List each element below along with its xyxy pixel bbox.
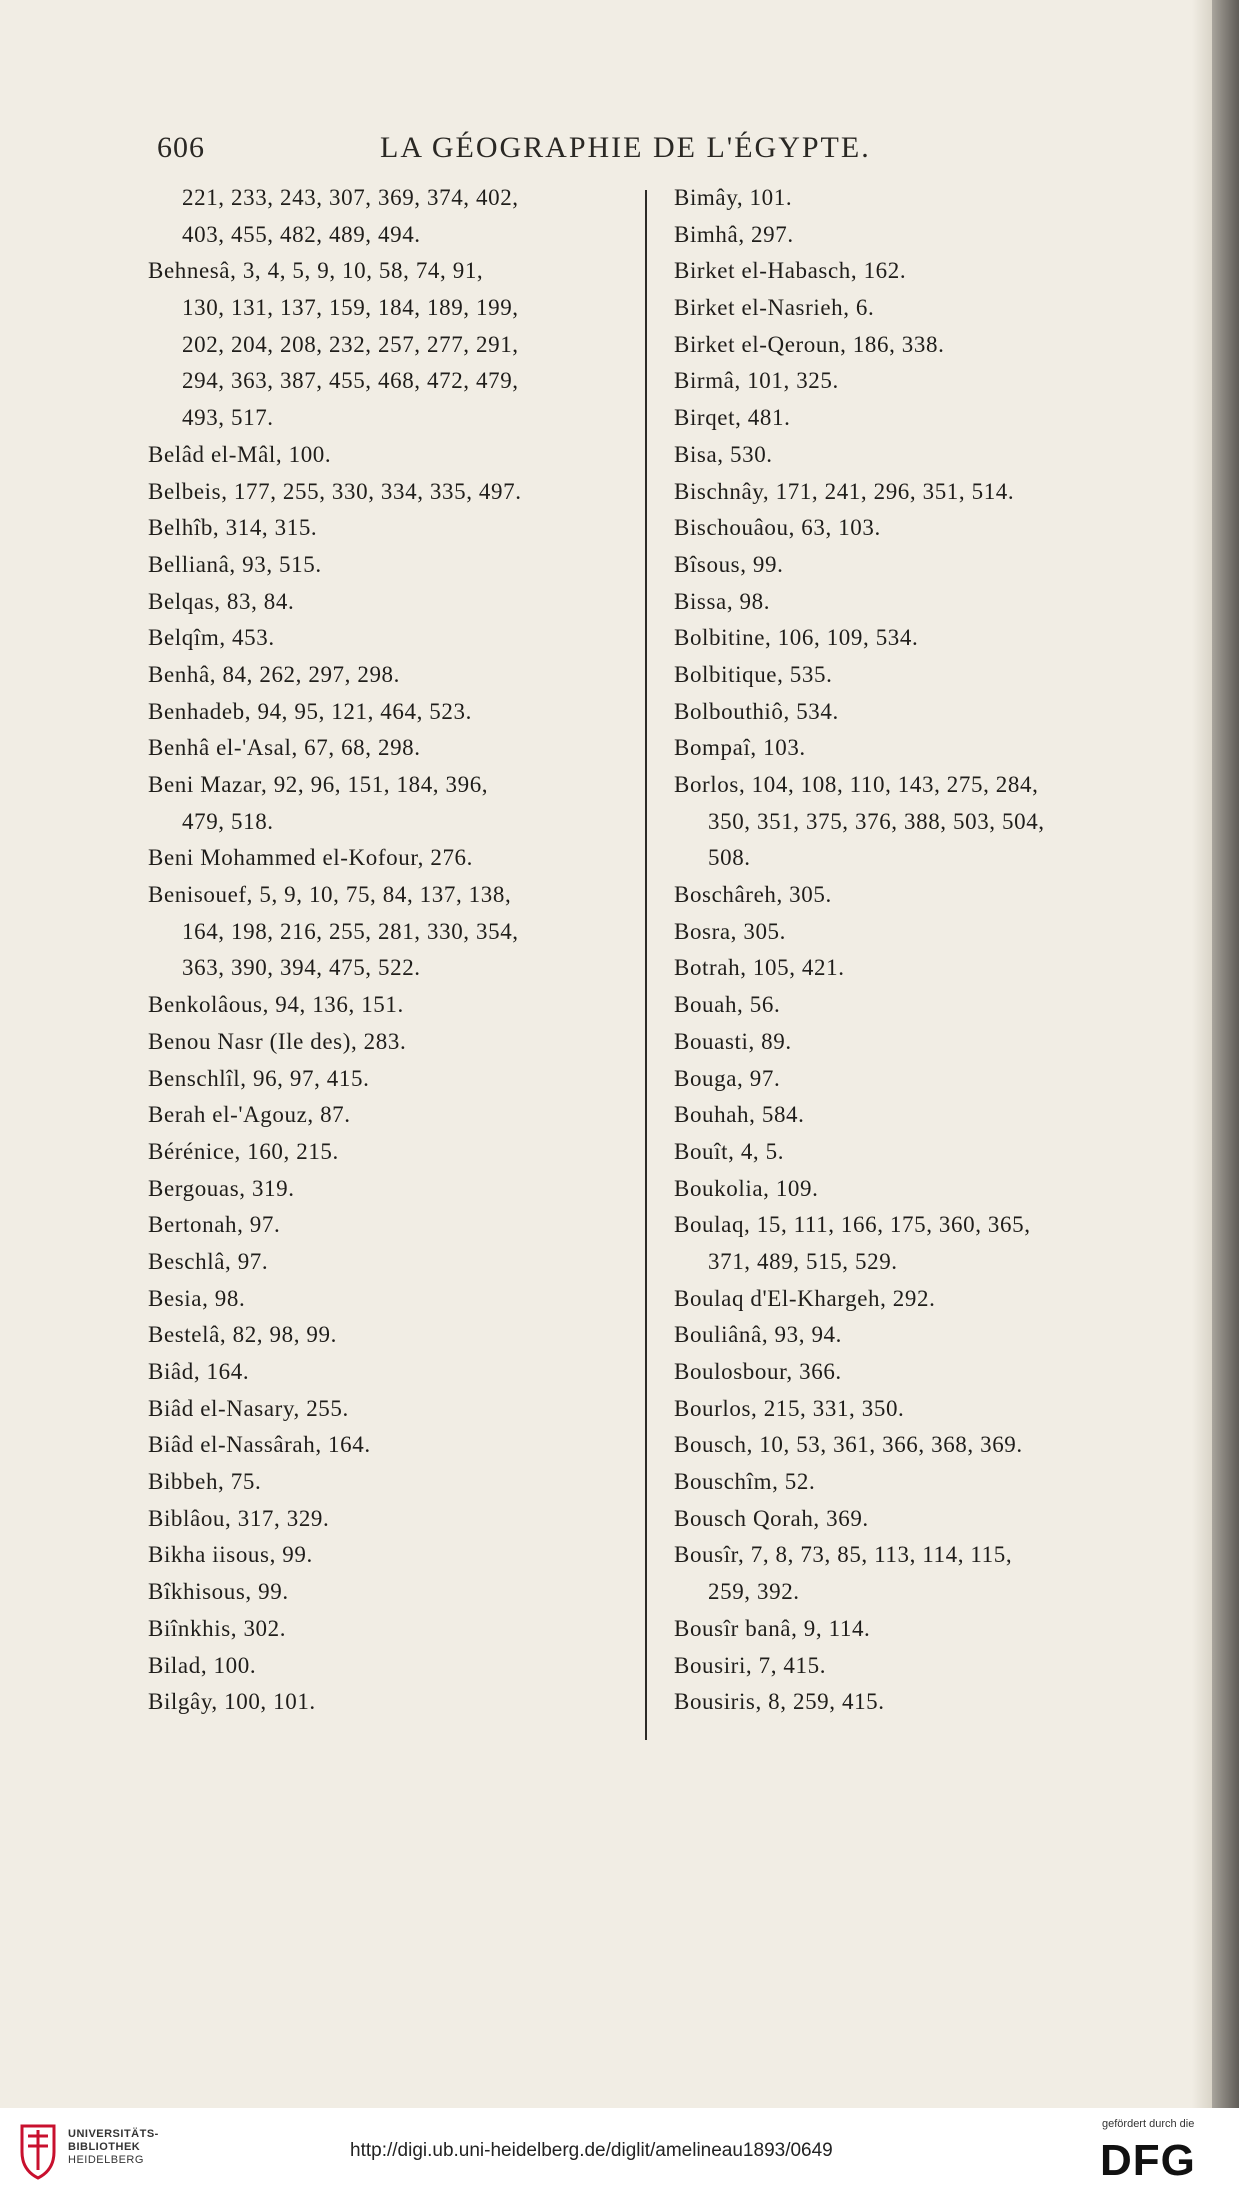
index-entry-continuation: 221, 233, 243, 307, 369, 374, 402,	[182, 185, 519, 210]
index-entry: Biâd el-Nassârah, 164.	[148, 1432, 371, 1458]
university-library-name: UNIVERSITÄTS- BIBLIOTHEK HEIDELBERG	[68, 2128, 159, 2166]
index-entry: Bousiri, 7, 415.	[674, 1652, 827, 1678]
index-entry: Bouît, 4, 5.	[674, 1138, 785, 1164]
index-entry-continuation: 294, 363, 387, 455, 468, 472, 479,	[182, 368, 519, 394]
index-entry: Benhâ, 84, 262, 297, 298.	[148, 661, 401, 687]
index-entry: Bouga, 97.	[674, 1065, 781, 1091]
index-entry-continuation: 164, 198, 216, 255, 281, 330, 354,	[182, 918, 519, 944]
index-entry: Bimhâ, 297.	[674, 221, 794, 247]
index-entry: Bouah, 56.	[674, 992, 781, 1018]
index-entry: Beschlâ, 97.	[148, 1248, 269, 1274]
page-gutter-shadow	[1192, 0, 1212, 2108]
index-entry: Belbeis, 177, 255, 330, 334, 335, 497.	[148, 478, 522, 504]
university-seal-icon	[16, 2122, 60, 2180]
index-entry: Bolbitine, 106, 109, 534.	[674, 625, 919, 651]
index-entry: Boschâreh, 305.	[674, 882, 832, 908]
index-entry-continuation: 371, 489, 515, 529.	[708, 1248, 898, 1274]
index-entry-continuation: 403, 455, 482, 489, 494.	[182, 221, 421, 247]
index-entry-continuation: 259, 392.	[708, 1579, 800, 1605]
running-title: LA GÉOGRAPHIE DE L'ÉGYPTE.	[380, 131, 871, 164]
index-entry: Belqîm, 453.	[148, 625, 275, 651]
index-entry: Bilad, 100.	[148, 1652, 257, 1678]
index-entry: Benschlîl, 96, 97, 415.	[148, 1065, 370, 1091]
index-entry: Beni Mohammed el-Kofour, 276.	[148, 845, 474, 871]
index-entry: Besia, 98.	[148, 1285, 246, 1311]
index-entry: Biâd el-Nasary, 255.	[148, 1395, 349, 1421]
index-entry: Bissa, 98.	[674, 588, 771, 614]
index-entry: Bouhah, 584.	[674, 1102, 805, 1128]
index-entry: Bischnây, 171, 241, 296, 351, 514.	[674, 478, 1015, 504]
index-entry: Biînkhis, 302.	[148, 1615, 287, 1641]
index-entry: Birket el-Nasrieh, 6.	[674, 295, 875, 321]
index-entry: Bousch, 10, 53, 361, 366, 368, 369.	[674, 1432, 1023, 1458]
index-entry: Bellianâ, 93, 515.	[148, 551, 322, 577]
index-entry: Bouschîm, 52.	[674, 1469, 816, 1495]
book-edge	[1212, 0, 1239, 2108]
index-entry: Belqas, 83, 84.	[148, 588, 295, 614]
index-column-right	[674, 180, 1174, 1721]
index-entry-continuation: 479, 518.	[182, 808, 274, 834]
index-entry: Bestelâ, 82, 98, 99.	[148, 1322, 337, 1348]
index-entry: Boukolia, 109.	[674, 1175, 819, 1201]
index-entry-continuation: 508.	[708, 845, 751, 871]
index-entry: Benisouef, 5, 9, 10, 75, 84, 137, 138,	[148, 882, 512, 908]
index-entry: Berah el-'Agouz, 87.	[148, 1102, 351, 1128]
index-entry: Bompaî, 103.	[674, 735, 806, 761]
index-entry: Bertonah, 97.	[148, 1212, 281, 1238]
viewer-footer	[0, 2108, 1239, 2195]
index-entry: Bousiris, 8, 259, 415.	[674, 1689, 885, 1715]
index-entry: Bergouas, 319.	[148, 1175, 295, 1201]
index-entry: Bouasti, 89.	[674, 1028, 792, 1054]
index-entry: Boulaq d'El-Khargeh, 292.	[674, 1285, 936, 1311]
index-entry: Bimây, 101.	[674, 185, 793, 210]
index-entry: Botrah, 105, 421.	[674, 955, 845, 981]
index-entry-continuation: 130, 131, 137, 159, 184, 189, 199,	[182, 295, 519, 321]
index-entry: Birket el-Qeroun, 186, 338.	[674, 331, 945, 357]
column-divider	[645, 190, 647, 1740]
index-entry: Boulaq, 15, 111, 166, 175, 360, 365,	[674, 1212, 1031, 1238]
index-entry: Bîsous, 99.	[674, 551, 784, 577]
index-entry: Bouliânâ, 93, 94.	[674, 1322, 842, 1348]
index-entry: Bousch Qorah, 369.	[674, 1505, 869, 1531]
index-entry: Behnesâ, 3, 4, 5, 9, 10, 58, 74, 91,	[148, 258, 484, 284]
index-entry: Benou Nasr (Ile des), 283.	[148, 1028, 407, 1054]
index-entry: Borlos, 104, 108, 110, 143, 275, 284,	[674, 772, 1039, 797]
page-header	[0, 131, 1212, 171]
index-entry: Bikha iisous, 99.	[148, 1542, 313, 1568]
index-entry: Birket el-Habasch, 162.	[674, 258, 907, 284]
index-entry: Bilgây, 100, 101.	[148, 1689, 316, 1715]
index-entry: Benhâ el-'Asal, 67, 68, 298.	[148, 735, 421, 761]
index-entry: Bisa, 530.	[674, 441, 773, 467]
index-entry: Bolbouthiô, 534.	[674, 698, 839, 724]
index-entry: Bousîr banâ, 9, 114.	[674, 1615, 871, 1641]
index-entry: Bolbitique, 535.	[674, 661, 833, 687]
index-entry: Benhadeb, 94, 95, 121, 464, 523.	[148, 698, 472, 724]
index-entry: Birmâ, 101, 325.	[674, 368, 839, 394]
index-entry: Bousîr, 7, 8, 73, 85, 113, 114, 115,	[674, 1542, 1013, 1568]
index-column-left	[148, 180, 638, 1721]
index-entry: Bischouâou, 63, 103.	[674, 515, 881, 541]
index-entry: Bourlos, 215, 331, 350.	[674, 1395, 905, 1421]
index-entry: Bosra, 305.	[674, 918, 787, 944]
page-number: 606	[157, 131, 205, 164]
dfg-logo: DFG	[1100, 2136, 1196, 2185]
permalink-url[interactable]: http://digi.ub.uni-heidelberg.de/diglit/amelineau1893/0649	[350, 2140, 833, 2161]
index-entry-continuation: 350, 351, 375, 376, 388, 503, 504,	[708, 808, 1045, 834]
funding-note: gefördert durch die	[1102, 2118, 1195, 2130]
index-entry: Bérénice, 160, 215.	[148, 1138, 339, 1164]
index-entry: Beni Mazar, 92, 96, 151, 184, 396,	[148, 772, 489, 797]
index-entry: Biblâou, 317, 329.	[148, 1505, 330, 1531]
index-entry-continuation: 202, 204, 208, 232, 257, 277, 291,	[182, 331, 519, 357]
index-entry-continuation: 493, 517.	[182, 405, 274, 431]
index-entry-continuation: 363, 390, 394, 475, 522.	[182, 955, 421, 981]
index-entry: Birqet, 481.	[674, 405, 791, 431]
index-entry: Bîkhisous, 99.	[148, 1579, 289, 1605]
index-entry: Boulosbour, 366.	[674, 1359, 842, 1384]
index-entry: Benkolâous, 94, 136, 151.	[148, 992, 404, 1018]
index-entry: Bibbeh, 75.	[148, 1469, 262, 1495]
index-entry: Belâd el-Mâl, 100.	[148, 441, 332, 467]
index-entry: Biâd, 164.	[148, 1359, 250, 1384]
index-entry: Belhîb, 314, 315.	[148, 515, 318, 541]
